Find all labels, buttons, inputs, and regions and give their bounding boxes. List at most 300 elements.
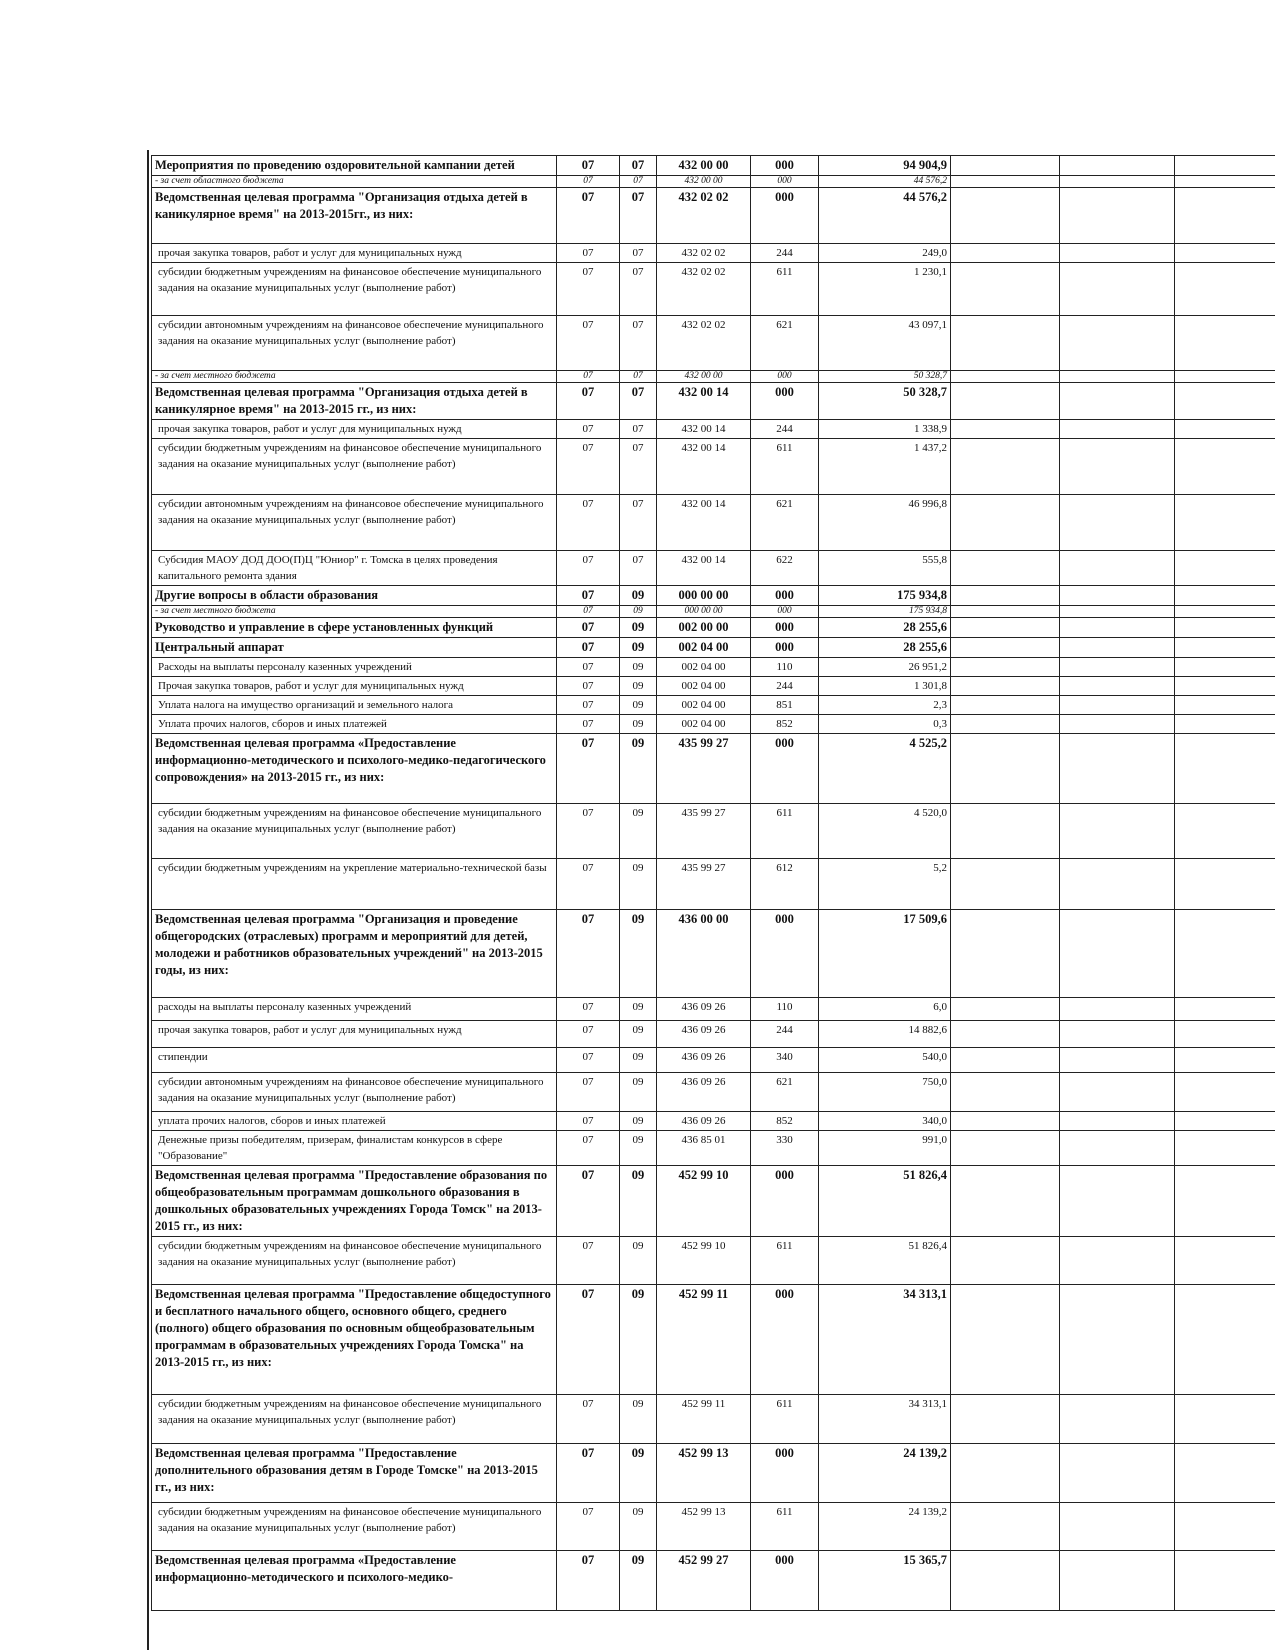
row-name: Ведомственная целевая программа "Предоставление дополнительного образования детям в Городе Томске" на 2013-2015 гг., из них: bbox=[152, 1444, 557, 1503]
empty-cell bbox=[951, 263, 1060, 316]
empty-cell bbox=[1175, 910, 1275, 998]
table-row bbox=[152, 586, 1275, 606]
section-code: 07 bbox=[557, 696, 620, 715]
empty-cell bbox=[1060, 156, 1175, 176]
expense-type-code: 000 bbox=[751, 606, 819, 618]
section-code: 07 bbox=[557, 1444, 620, 1503]
empty-cell bbox=[1175, 998, 1275, 1021]
row-name: Руководство и управление в сфере установленных функций bbox=[152, 618, 557, 638]
empty-cell bbox=[1060, 551, 1175, 586]
table-row bbox=[152, 176, 1275, 188]
empty-cell bbox=[1060, 696, 1175, 715]
empty-cell bbox=[951, 1285, 1060, 1395]
empty-cell bbox=[1175, 1237, 1275, 1285]
table-row bbox=[152, 1551, 1275, 1611]
amount-value: 43 097,1 bbox=[819, 316, 951, 371]
amount-value: 34 313,1 bbox=[819, 1285, 951, 1395]
subsection-code: 09 bbox=[620, 586, 657, 606]
expense-type-code: 000 bbox=[751, 1551, 819, 1611]
empty-cell bbox=[1060, 1021, 1175, 1048]
empty-cell bbox=[1175, 188, 1275, 244]
empty-cell bbox=[1060, 804, 1175, 859]
empty-cell bbox=[1175, 677, 1275, 696]
table-row bbox=[152, 1073, 1275, 1112]
row-name: - за счет областного бюджета bbox=[152, 176, 557, 188]
empty-cell bbox=[1060, 715, 1175, 734]
expense-type-code: 000 bbox=[751, 1444, 819, 1503]
expense-type-code: 110 bbox=[751, 658, 819, 677]
target-article-code: 452 99 11 bbox=[657, 1395, 751, 1444]
target-article-code: 436 09 26 bbox=[657, 1021, 751, 1048]
amount-value: 17 509,6 bbox=[819, 910, 951, 998]
expense-type-code: 611 bbox=[751, 439, 819, 495]
empty-cell bbox=[951, 1166, 1060, 1237]
row-name: субсидии бюджетным учреждениям на финансовое обеспечение муниципального задания на оказание муниципальных услуг (выполнение работ) bbox=[152, 804, 557, 859]
table-row bbox=[152, 1237, 1275, 1285]
table-row bbox=[152, 696, 1275, 715]
section-code: 07 bbox=[557, 1048, 620, 1073]
empty-cell bbox=[1175, 1444, 1275, 1503]
row-name: субсидии автономным учреждениям на финансовое обеспечение муниципального задания на оказание муниципальных услуг (выполнение работ) bbox=[152, 316, 557, 371]
empty-cell bbox=[1060, 1503, 1175, 1551]
empty-cell bbox=[1175, 696, 1275, 715]
row-name: Расходы на выплаты персоналу казенных учреждений bbox=[152, 658, 557, 677]
amount-value: 24 139,2 bbox=[819, 1503, 951, 1551]
table-row bbox=[152, 658, 1275, 677]
amount-value: 28 255,6 bbox=[819, 638, 951, 658]
empty-cell bbox=[951, 176, 1060, 188]
empty-cell bbox=[1060, 586, 1175, 606]
table-row bbox=[152, 1048, 1275, 1073]
expense-type-code: 611 bbox=[751, 1503, 819, 1551]
amount-value: 34 313,1 bbox=[819, 1395, 951, 1444]
table-row bbox=[152, 371, 1275, 383]
table-row bbox=[152, 638, 1275, 658]
empty-cell bbox=[951, 156, 1060, 176]
row-name: - за счет местного бюджета bbox=[152, 606, 557, 618]
amount-value: 24 139,2 bbox=[819, 1444, 951, 1503]
empty-cell bbox=[951, 1131, 1060, 1166]
table-row bbox=[152, 1444, 1275, 1503]
empty-cell bbox=[1060, 316, 1175, 371]
table-row bbox=[152, 618, 1275, 638]
empty-cell bbox=[1060, 1444, 1175, 1503]
subsection-code: 09 bbox=[620, 606, 657, 618]
expense-type-code: 000 bbox=[751, 734, 819, 804]
empty-cell bbox=[1175, 734, 1275, 804]
empty-cell bbox=[951, 1073, 1060, 1112]
empty-cell bbox=[1175, 495, 1275, 551]
empty-cell bbox=[951, 734, 1060, 804]
empty-cell bbox=[1060, 1131, 1175, 1166]
target-article-code: 436 85 01 bbox=[657, 1131, 751, 1166]
empty-cell bbox=[951, 1551, 1060, 1611]
empty-cell bbox=[1175, 658, 1275, 677]
empty-cell bbox=[1060, 658, 1175, 677]
amount-value: 991,0 bbox=[819, 1131, 951, 1166]
amount-value: 14 882,6 bbox=[819, 1021, 951, 1048]
row-name: субсидии автономным учреждениям на финансовое обеспечение муниципального задания на оказание муниципальных услуг (выполнение работ) bbox=[152, 1073, 557, 1112]
subsection-code: 07 bbox=[620, 244, 657, 263]
amount-value: 28 255,6 bbox=[819, 618, 951, 638]
amount-value: 50 328,7 bbox=[819, 371, 951, 383]
target-article-code: 432 02 02 bbox=[657, 316, 751, 371]
amount-value: 4 520,0 bbox=[819, 804, 951, 859]
amount-value: 540,0 bbox=[819, 1048, 951, 1073]
expense-type-code: 611 bbox=[751, 804, 819, 859]
row-name: субсидии бюджетным учреждениям на укрепление материально-технической базы bbox=[152, 859, 557, 910]
table-row bbox=[152, 1021, 1275, 1048]
table-row bbox=[152, 551, 1275, 586]
target-article-code: 002 04 00 bbox=[657, 677, 751, 696]
empty-cell bbox=[1060, 188, 1175, 244]
section-code: 07 bbox=[557, 1166, 620, 1237]
expense-type-code: 000 bbox=[751, 638, 819, 658]
amount-value: 26 951,2 bbox=[819, 658, 951, 677]
table-row bbox=[152, 244, 1275, 263]
empty-cell bbox=[951, 1503, 1060, 1551]
table-row bbox=[152, 156, 1275, 176]
row-name: субсидии бюджетным учреждениям на финансовое обеспечение муниципального задания на оказание муниципальных услуг (выполнение работ) bbox=[152, 1503, 557, 1551]
row-name: Другие вопросы в области образования bbox=[152, 586, 557, 606]
empty-cell bbox=[951, 586, 1060, 606]
section-code: 07 bbox=[557, 439, 620, 495]
subsection-code: 07 bbox=[620, 371, 657, 383]
subsection-code: 07 bbox=[620, 420, 657, 439]
amount-value: 175 934,8 bbox=[819, 586, 951, 606]
amount-value: 1 338,9 bbox=[819, 420, 951, 439]
amount-value: 44 576,2 bbox=[819, 188, 951, 244]
row-name: Ведомственная целевая программа "Организация и проведение общегородских (отраслевых) программ и мероприятий для детей, молодежи и работников образовательных учреждений" на 2013-2015 годы, из них: bbox=[152, 910, 557, 998]
row-name: расходы на выплаты персоналу казенных учреждений bbox=[152, 998, 557, 1021]
empty-cell bbox=[1175, 1503, 1275, 1551]
empty-cell bbox=[951, 638, 1060, 658]
empty-cell bbox=[1175, 1073, 1275, 1112]
empty-cell bbox=[1060, 606, 1175, 618]
empty-cell bbox=[951, 1048, 1060, 1073]
section-code: 07 bbox=[557, 188, 620, 244]
subsection-code: 07 bbox=[620, 439, 657, 495]
subsection-code: 09 bbox=[620, 1112, 657, 1131]
amount-value: 1 437,2 bbox=[819, 439, 951, 495]
section-code: 07 bbox=[557, 383, 620, 420]
expense-type-code: 000 bbox=[751, 371, 819, 383]
subsection-code: 07 bbox=[620, 316, 657, 371]
target-article-code: 435 99 27 bbox=[657, 734, 751, 804]
subsection-code: 09 bbox=[620, 734, 657, 804]
target-article-code: 432 00 00 bbox=[657, 156, 751, 176]
subsection-code: 09 bbox=[620, 859, 657, 910]
empty-cell bbox=[951, 804, 1060, 859]
empty-cell bbox=[1060, 998, 1175, 1021]
amount-value: 44 576,2 bbox=[819, 176, 951, 188]
section-code: 07 bbox=[557, 638, 620, 658]
empty-cell bbox=[1175, 316, 1275, 371]
row-name: Ведомственная целевая программа "Организация отдыха детей в каникулярное время" на 2013-2015гг., из них: bbox=[152, 188, 557, 244]
empty-cell bbox=[1175, 1112, 1275, 1131]
empty-cell bbox=[951, 658, 1060, 677]
empty-cell bbox=[1175, 244, 1275, 263]
empty-cell bbox=[1060, 1048, 1175, 1073]
target-article-code: 002 00 00 bbox=[657, 618, 751, 638]
empty-cell bbox=[951, 371, 1060, 383]
empty-cell bbox=[1175, 1131, 1275, 1166]
subsection-code: 09 bbox=[620, 1021, 657, 1048]
target-article-code: 432 02 02 bbox=[657, 263, 751, 316]
subsection-code: 09 bbox=[620, 1131, 657, 1166]
amount-value: 555,8 bbox=[819, 551, 951, 586]
subsection-code: 09 bbox=[620, 1073, 657, 1112]
section-code: 07 bbox=[557, 658, 620, 677]
table-row bbox=[152, 420, 1275, 439]
subsection-code: 07 bbox=[620, 263, 657, 316]
amount-value: 51 826,4 bbox=[819, 1166, 951, 1237]
empty-cell bbox=[1060, 371, 1175, 383]
target-article-code: 435 99 27 bbox=[657, 804, 751, 859]
empty-cell bbox=[1175, 1395, 1275, 1444]
amount-value: 1 230,1 bbox=[819, 263, 951, 316]
row-name: Центральный аппарат bbox=[152, 638, 557, 658]
subsection-code: 09 bbox=[620, 1048, 657, 1073]
target-article-code: 000 00 00 bbox=[657, 606, 751, 618]
section-code: 07 bbox=[557, 551, 620, 586]
empty-cell bbox=[1060, 495, 1175, 551]
amount-value: 249,0 bbox=[819, 244, 951, 263]
row-name: субсидии бюджетным учреждениям на финансовое обеспечение муниципального задания на оказание муниципальных услуг (выполнение работ) bbox=[152, 1237, 557, 1285]
target-article-code: 432 00 14 bbox=[657, 383, 751, 420]
subsection-code: 07 bbox=[620, 156, 657, 176]
table-row bbox=[152, 1395, 1275, 1444]
empty-cell bbox=[1060, 244, 1175, 263]
empty-cell bbox=[1060, 618, 1175, 638]
section-code: 07 bbox=[557, 859, 620, 910]
row-name: прочая закупка товаров, работ и услуг для муниципальных нужд bbox=[152, 420, 557, 439]
expense-type-code: 852 bbox=[751, 715, 819, 734]
target-article-code: 432 00 14 bbox=[657, 551, 751, 586]
budget-table bbox=[151, 155, 1275, 1611]
subsection-code: 09 bbox=[620, 696, 657, 715]
table-row bbox=[152, 263, 1275, 316]
target-article-code: 002 04 00 bbox=[657, 696, 751, 715]
expense-type-code: 000 bbox=[751, 586, 819, 606]
empty-cell bbox=[951, 715, 1060, 734]
section-code: 07 bbox=[557, 618, 620, 638]
section-code: 07 bbox=[557, 244, 620, 263]
empty-cell bbox=[1175, 263, 1275, 316]
row-name: Прочая закупка товаров, работ и услуг для муниципальных нужд bbox=[152, 677, 557, 696]
empty-cell bbox=[951, 677, 1060, 696]
target-article-code: 452 99 13 bbox=[657, 1444, 751, 1503]
section-code: 07 bbox=[557, 1112, 620, 1131]
empty-cell bbox=[1060, 1395, 1175, 1444]
amount-value: 0,3 bbox=[819, 715, 951, 734]
section-code: 07 bbox=[557, 1131, 620, 1166]
expense-type-code: 000 bbox=[751, 176, 819, 188]
target-article-code: 436 00 00 bbox=[657, 910, 751, 998]
target-article-code: 432 00 14 bbox=[657, 420, 751, 439]
table-row bbox=[152, 804, 1275, 859]
amount-value: 175 934,8 bbox=[819, 606, 951, 618]
expense-type-code: 612 bbox=[751, 859, 819, 910]
target-article-code: 432 00 14 bbox=[657, 495, 751, 551]
target-article-code: 452 99 13 bbox=[657, 1503, 751, 1551]
expense-type-code: 244 bbox=[751, 677, 819, 696]
row-name: Ведомственная целевая программа "Организация отдыха детей в каникулярное время" на 2013-2015 гг., из них: bbox=[152, 383, 557, 420]
row-name: Уплата прочих налогов, сборов и иных платежей bbox=[152, 715, 557, 734]
section-code: 07 bbox=[557, 1237, 620, 1285]
target-article-code: 452 99 11 bbox=[657, 1285, 751, 1395]
empty-cell bbox=[1175, 606, 1275, 618]
section-code: 07 bbox=[557, 1021, 620, 1048]
table-row bbox=[152, 1131, 1275, 1166]
empty-cell bbox=[951, 383, 1060, 420]
row-name: Субсидия МАОУ ДОД ДОО(П)Ц "Юниор" г. Томска в целях проведения капитального ремонта здания bbox=[152, 551, 557, 586]
section-code: 07 bbox=[557, 371, 620, 383]
expense-type-code: 852 bbox=[751, 1112, 819, 1131]
row-name: Ведомственная целевая программа "Предоставление общедоступного и бесплатного начального общего, основного общего, среднего (полного) общего образования по основным общеобразовательным программам в образовательных учреждениях Города Томска" на 2013-2015 гг., из них: bbox=[152, 1285, 557, 1395]
row-name: Мероприятия по проведению оздоровительной кампании детей bbox=[152, 156, 557, 176]
target-article-code: 436 09 26 bbox=[657, 1048, 751, 1073]
target-article-code: 002 04 00 bbox=[657, 715, 751, 734]
amount-value: 51 826,4 bbox=[819, 1237, 951, 1285]
subsection-code: 09 bbox=[620, 1237, 657, 1285]
expense-type-code: 622 bbox=[751, 551, 819, 586]
row-name: Ведомственная целевая программа «Предоставление информационно-методического и психолого-медико- bbox=[152, 1551, 557, 1611]
target-article-code: 452 99 10 bbox=[657, 1166, 751, 1237]
table-row bbox=[152, 715, 1275, 734]
empty-cell bbox=[1175, 618, 1275, 638]
empty-cell bbox=[951, 859, 1060, 910]
expense-type-code: 340 bbox=[751, 1048, 819, 1073]
empty-cell bbox=[951, 696, 1060, 715]
empty-cell bbox=[1175, 383, 1275, 420]
section-code: 07 bbox=[557, 606, 620, 618]
empty-cell bbox=[1175, 439, 1275, 495]
section-code: 07 bbox=[557, 998, 620, 1021]
table-row bbox=[152, 910, 1275, 998]
amount-value: 4 525,2 bbox=[819, 734, 951, 804]
empty-cell bbox=[951, 1237, 1060, 1285]
empty-cell bbox=[951, 606, 1060, 618]
row-name: прочая закупка товаров, работ и услуг для муниципальных нужд bbox=[152, 244, 557, 263]
row-name: Ведомственная целевая программа "Предоставление образования по общеобразовательным программам дошкольного образования в дошкольных образовательных учреждениях Города Томск" на 2013-2015 гг., из них: bbox=[152, 1166, 557, 1237]
amount-value: 15 365,7 bbox=[819, 1551, 951, 1611]
section-code: 07 bbox=[557, 1551, 620, 1611]
empty-cell bbox=[1060, 263, 1175, 316]
section-code: 07 bbox=[557, 1285, 620, 1395]
row-name: субсидии бюджетным учреждениям на финансовое обеспечение муниципального задания на оказание муниципальных услуг (выполнение работ) bbox=[152, 263, 557, 316]
row-name: прочая закупка товаров, работ и услуг для муниципальных нужд bbox=[152, 1021, 557, 1048]
amount-value: 94 904,9 bbox=[819, 156, 951, 176]
row-name: - за счет местного бюджета bbox=[152, 371, 557, 383]
expense-type-code: 611 bbox=[751, 263, 819, 316]
empty-cell bbox=[1175, 859, 1275, 910]
empty-cell bbox=[951, 244, 1060, 263]
expense-type-code: 000 bbox=[751, 910, 819, 998]
expense-type-code: 110 bbox=[751, 998, 819, 1021]
target-article-code: 436 09 26 bbox=[657, 998, 751, 1021]
empty-cell bbox=[1060, 383, 1175, 420]
table-row bbox=[152, 383, 1275, 420]
subsection-code: 09 bbox=[620, 910, 657, 998]
expense-type-code: 244 bbox=[751, 420, 819, 439]
expense-type-code: 000 bbox=[751, 618, 819, 638]
expense-type-code: 000 bbox=[751, 383, 819, 420]
table-row bbox=[152, 1166, 1275, 1237]
subsection-code: 09 bbox=[620, 804, 657, 859]
target-article-code: 432 02 02 bbox=[657, 188, 751, 244]
row-name: субсидии бюджетным учреждениям на финансовое обеспечение муниципального задания на оказание муниципальных услуг (выполнение работ) bbox=[152, 1395, 557, 1444]
subsection-code: 09 bbox=[620, 1551, 657, 1611]
empty-cell bbox=[1175, 586, 1275, 606]
empty-cell bbox=[951, 316, 1060, 371]
target-article-code: 432 00 14 bbox=[657, 439, 751, 495]
row-name: Ведомственная целевая программа «Предоставление информационно-методического и психолого-медико-педагогического сопровождения» на 2013-2015 гг., из них: bbox=[152, 734, 557, 804]
row-name: субсидии бюджетным учреждениям на финансовое обеспечение муниципального задания на оказание муниципальных услуг (выполнение работ) bbox=[152, 439, 557, 495]
target-article-code: 432 00 00 bbox=[657, 371, 751, 383]
empty-cell bbox=[1175, 176, 1275, 188]
section-code: 07 bbox=[557, 316, 620, 371]
amount-value: 1 301,8 bbox=[819, 677, 951, 696]
empty-cell bbox=[951, 188, 1060, 244]
section-code: 07 bbox=[557, 586, 620, 606]
target-article-code: 432 00 00 bbox=[657, 176, 751, 188]
table-row bbox=[152, 734, 1275, 804]
table-row bbox=[152, 495, 1275, 551]
row-name: Денежные призы победителям, призерам, финалистам конкурсов в сфере "Образование" bbox=[152, 1131, 557, 1166]
row-name: субсидии автономным учреждениям на финансовое обеспечение муниципального задания на оказание муниципальных услуг (выполнение работ) bbox=[152, 495, 557, 551]
empty-cell bbox=[1175, 371, 1275, 383]
section-code: 07 bbox=[557, 420, 620, 439]
section-code: 07 bbox=[557, 910, 620, 998]
amount-value: 750,0 bbox=[819, 1073, 951, 1112]
target-article-code: 000 00 00 bbox=[657, 586, 751, 606]
section-code: 07 bbox=[557, 1503, 620, 1551]
target-article-code: 436 09 26 bbox=[657, 1073, 751, 1112]
expense-type-code: 621 bbox=[751, 316, 819, 371]
table-row bbox=[152, 1503, 1275, 1551]
empty-cell bbox=[1060, 420, 1175, 439]
empty-cell bbox=[1175, 420, 1275, 439]
target-article-code: 435 99 27 bbox=[657, 859, 751, 910]
empty-cell bbox=[951, 1112, 1060, 1131]
empty-cell bbox=[951, 439, 1060, 495]
subsection-code: 07 bbox=[620, 495, 657, 551]
empty-cell bbox=[1060, 734, 1175, 804]
section-code: 07 bbox=[557, 677, 620, 696]
target-article-code: 452 99 27 bbox=[657, 1551, 751, 1611]
table-row bbox=[152, 606, 1275, 618]
section-code: 07 bbox=[557, 1073, 620, 1112]
expense-type-code: 611 bbox=[751, 1237, 819, 1285]
section-code: 07 bbox=[557, 804, 620, 859]
empty-cell bbox=[1060, 677, 1175, 696]
expense-type-code: 244 bbox=[751, 1021, 819, 1048]
row-name: стипендии bbox=[152, 1048, 557, 1073]
section-code: 07 bbox=[557, 495, 620, 551]
empty-cell bbox=[1060, 1073, 1175, 1112]
empty-cell bbox=[951, 998, 1060, 1021]
empty-cell bbox=[1060, 638, 1175, 658]
empty-cell bbox=[1060, 1551, 1175, 1611]
empty-cell bbox=[1060, 859, 1175, 910]
table-row bbox=[152, 677, 1275, 696]
target-article-code: 002 04 00 bbox=[657, 658, 751, 677]
section-code: 07 bbox=[557, 156, 620, 176]
table-row bbox=[152, 1285, 1275, 1395]
subsection-code: 09 bbox=[620, 1503, 657, 1551]
target-article-code: 452 99 10 bbox=[657, 1237, 751, 1285]
